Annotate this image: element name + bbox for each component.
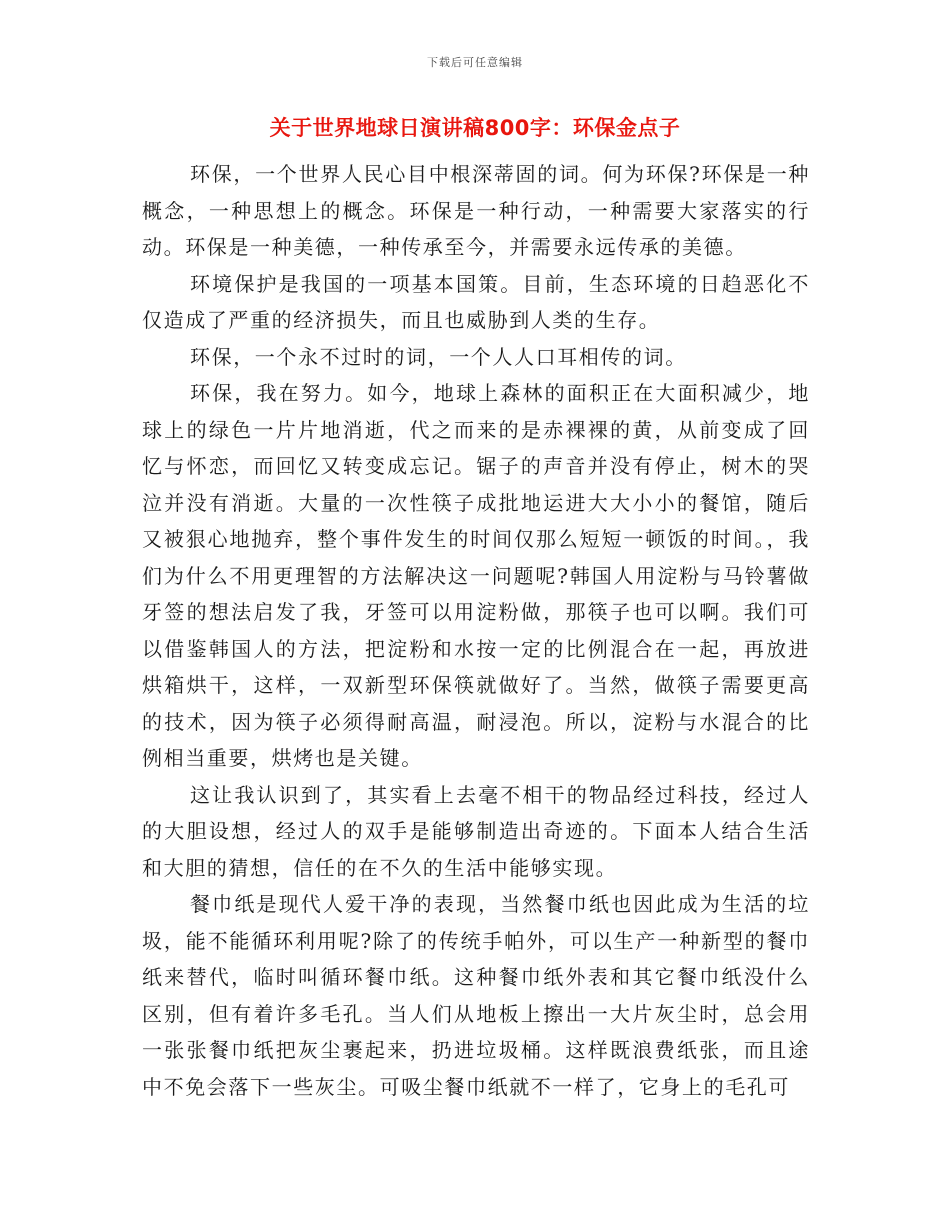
paragraph: 环保，一个永不过时的词，一个人人口耳相传的词。 — [190, 344, 687, 369]
paragraph: 环保，一个世界人民心目中根深蒂固的词。何为环保?环保是一种概念，一种思想上的概念。环保是一种行动，一种需要大家落实的行动。环保是一种美德，一种传承至今，并需要永远传承的美德。 — [142, 162, 810, 259]
document-body — [142, 156, 810, 1105]
paragraph: 环保，我在努力。如今，地球上森林的面积正在大面积减少，地球上的绿色一片片地消逝，代之而来的是赤裸裸的黄，从前变成了回忆与怀恋，而回忆又转变成忘记。锯子的声音并没有停止，树木的哭泣并没有消逝。大量的一次性筷子成批地运进大大小小的餐馆，随后又被狠心地抛弃，整个事件发生的时间仅那么短短一顿饭的时间。，我们为什么不用更理智的方法解决这一问题呢?韩国人用淀粉与马铃薯做牙签的想法启发了我，牙签可以用淀粉做，那筷子也可以啊。我们可以借鉴韩国人的方法，把淀粉和水按一定的比例混合在一起，再放进烘箱烘干，这样，一双新型环保筷就做好了。当然，做筷子需要更高的技术，因为筷子必须得耐高温，耐浸泡。所以，淀粉与水混合的比例相当重要，烘烤也是关键。 — [142, 381, 810, 770]
paragraph: 环境保护是我国的一项基本国策。目前，生态环境的日趋恶化不仅造成了严重的经济损失，而且也威胁到人类的生存。 — [142, 271, 810, 332]
header-note: 下载后可任意编辑 — [427, 56, 523, 69]
paragraph: 餐巾纸是现代人爱干净的表现，当然餐巾纸也因此成为生活的垃圾，能不能循环利用呢?除了的传统手帕外，可以生产一种新型的餐巾纸来替代，临时叫循环餐巾纸。这种餐巾纸外表和其它餐巾纸没什么区别，但有着许多毛孔。当人们从地板上擦出一大片灰尘时，总会用一张张餐巾纸把灰尘裹起来，扔进垃圾桶。这样既浪费纸张，而且途中不免会落下一些灰尘。可吸尘餐巾纸就不一样了，它身上的毛孔可 — [142, 892, 810, 1099]
page-title: 关于世界地球日演讲稿800字：环保金点子 — [269, 116, 681, 140]
paragraph: 这让我认识到了，其实看上去毫不相干的物品经过科技，经过人的大胆设想，经过人的双手是能够制造出奇迹的。下面本人结合生活和大胆的猜想，信任的在不久的生活中能够实现。 — [142, 782, 810, 880]
